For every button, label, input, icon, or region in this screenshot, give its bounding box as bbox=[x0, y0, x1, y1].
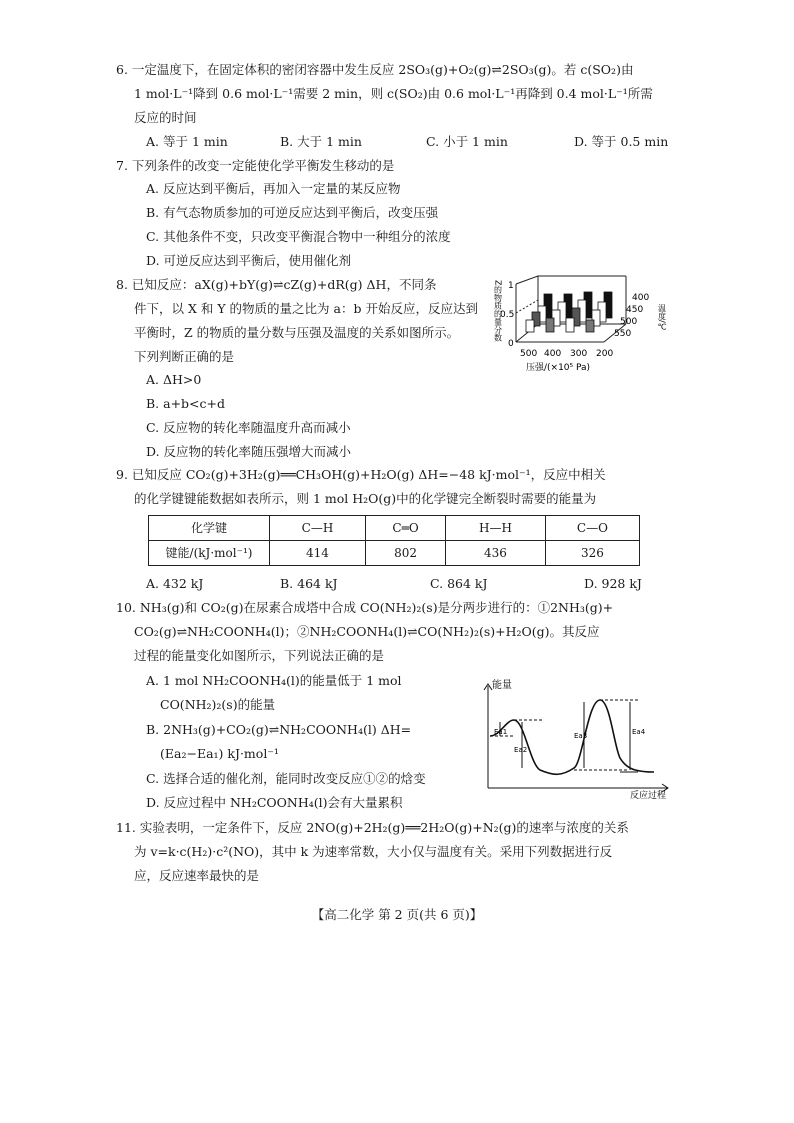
y-tick: 1 bbox=[508, 281, 514, 291]
table-header-cell: C—O bbox=[545, 516, 639, 541]
table-row-label: 键能/(kJ·mol⁻¹) bbox=[149, 541, 270, 566]
q7-option-b: B. 有气态物质参加的可逆反应达到平衡后，改变压强 bbox=[146, 205, 439, 220]
ea3-label: Ea3 bbox=[574, 732, 588, 740]
q8-stem-line1: 8. 已知反应：aX(g)+bY(g)⇌cZ(g)+dR(g) ΔH，不同条 bbox=[116, 277, 437, 292]
q7-option-d: D. 可逆反应达到平衡后，使用催化剂 bbox=[146, 253, 352, 268]
q10-option-d: D. 反应过程中 NH₂COONH₄(l)会有大量累积 bbox=[146, 795, 403, 810]
q9-stem-line2: 的化学键键能数据如表所示，则 1 mol H₂O(g)中的化学键完全断裂时需要的能量为 bbox=[134, 491, 597, 506]
q6-stem-line1: 6. 一定温度下，在固定体积的密闭容器中发生反应 2SO₃(g)+O₂(g)⇌2SO₃(g)。若 c(SO₂)由 bbox=[116, 62, 634, 77]
q10-option-b-line2: (Ea₂−Ea₁) kJ·mol⁻¹ bbox=[160, 746, 279, 761]
x-tick: 500 bbox=[520, 349, 538, 359]
q7-option-c: C. 其他条件不变，只改变平衡混合物中一种组分的浓度 bbox=[146, 229, 451, 244]
q11-stem-line1: 11. 实验表明，一定条件下，反应 2NO(g)+2H₂(g)══2H₂O(g)+N₂(g)的速率与浓度的关系 bbox=[116, 820, 629, 835]
q9-option-d: D. 928 kJ bbox=[584, 576, 642, 591]
q11-stem-line3: 应，反应速率最快的是 bbox=[134, 868, 260, 883]
ea4-label: Ea4 bbox=[632, 728, 646, 736]
table-cell: 436 bbox=[446, 541, 546, 566]
q10-option-a-line2: CO(NH₂)₂(s)的能量 bbox=[160, 697, 276, 712]
q10-stem-line2: CO₂(g)⇌NH₂COONH₄(l)；②NH₂COONH₄(l)⇌CO(NH₂)₂(s)+H₂O(g)。其反应 bbox=[134, 624, 600, 639]
x-tick: 200 bbox=[596, 349, 614, 359]
q9-option-b: B. 464 kJ bbox=[280, 576, 338, 591]
ea1-label: Ea1 bbox=[494, 728, 508, 736]
table-header-cell: C═O bbox=[365, 516, 445, 541]
q10-energy-diagram bbox=[478, 676, 678, 800]
y-tick: 0 bbox=[508, 339, 514, 349]
q7-stem: 7. 下列条件的改变一定能使化学平衡发生移动的是 bbox=[116, 158, 395, 173]
q6-stem-line3: 反应的时间 bbox=[134, 110, 197, 125]
depth-tick: 400 bbox=[632, 293, 650, 303]
q11-stem-line2: 为 v=k·c(H₂)·c²(NO)，其中 k 为速率常数，大小仅与温度有关。采用下列数据进行反 bbox=[134, 844, 613, 859]
q10-option-a-line1: A. 1 mol NH₂COONH₄(l)的能量低于 1 mol bbox=[146, 673, 402, 688]
q10-stem-line1: 10. NH₃(g)和 CO₂(g)在尿素合成塔中合成 CO(NH₂)₂(s)是分两步进行的：①2NH₃(g)+ bbox=[116, 600, 614, 615]
depth-tick: 500 bbox=[620, 317, 638, 327]
q6-option-d: D. 等于 0.5 min bbox=[574, 134, 669, 149]
q8-option-c: C. 反应物的转化率随温度升高而减小 bbox=[146, 420, 351, 435]
q8-3d-bar-figure bbox=[486, 272, 676, 374]
q8-stem-line4: 下列判断正确的是 bbox=[134, 349, 235, 364]
q7-option-a: A. 反应达到平衡后，再加入一定量的某反应物 bbox=[146, 181, 401, 196]
table-cell: 326 bbox=[545, 541, 639, 566]
page-footer: 【高二化学 第 2 页(共 6 页)】 bbox=[311, 907, 483, 922]
q10-option-c: C. 选择合适的催化剂，能同时改变反应①②的焓变 bbox=[146, 771, 426, 786]
q8-stem-line3: 平衡时，Z 的物质的量分数与压强及温度的关系如图所示。 bbox=[134, 325, 460, 340]
q6-option-a: A. 等于 1 min bbox=[146, 134, 228, 149]
ea2-label: Ea2 bbox=[514, 746, 528, 754]
q10-option-b-line1: B. 2NH₃(g)+CO₂(g)⇌NH₂COONH₄(l) ΔH= bbox=[146, 722, 412, 737]
q9-option-a: A. 432 kJ bbox=[146, 576, 204, 591]
q6-option-b: B. 大于 1 min bbox=[280, 134, 362, 149]
q10-stem-line3: 过程的能量变化如图所示，下列说法正确的是 bbox=[134, 648, 385, 663]
depth-axis-label: 温度/℃ bbox=[657, 304, 667, 332]
q6-stem-line2: 1 mol·L⁻¹降到 0.6 mol·L⁻¹需要 2 min，则 c(SO₂)由 0.6 mol·L⁻¹再降到 0.4 mol·L⁻¹所需 bbox=[134, 86, 653, 101]
y-tick: 0.5 bbox=[500, 310, 515, 320]
z-axis-label: Z的物质的量分数 bbox=[493, 280, 503, 342]
x-tick: 300 bbox=[570, 349, 588, 359]
table-header-cell: 化学键 bbox=[149, 516, 270, 541]
y-axis-label: 能量 bbox=[492, 680, 512, 691]
bond-energy-table bbox=[148, 515, 640, 566]
table-cell: 414 bbox=[270, 541, 366, 566]
x-axis-label: 压强/(×10⁵ Pa) bbox=[526, 363, 591, 373]
table-header-cell: H—H bbox=[446, 516, 546, 541]
table-cell: 802 bbox=[365, 541, 445, 566]
depth-tick: 450 bbox=[626, 305, 644, 315]
q9-stem-line1: 9. 已知反应 CO₂(g)+3H₂(g)══CH₃OH(g)+H₂O(g) ΔH=−48 kJ·mol⁻¹，反应中相关 bbox=[116, 467, 606, 482]
q8-option-b: B. a+b<c+d bbox=[146, 396, 226, 411]
depth-tick: 550 bbox=[614, 329, 632, 339]
q6-option-c: C. 小于 1 min bbox=[426, 134, 508, 149]
q8-option-d: D. 反应物的转化率随压强增大而减小 bbox=[146, 444, 352, 459]
x-tick: 400 bbox=[544, 349, 562, 359]
q9-option-c: C. 864 kJ bbox=[430, 576, 488, 591]
table-header-cell: C—H bbox=[270, 516, 366, 541]
x-axis-label: 反应过程 bbox=[630, 791, 667, 800]
q8-option-a: A. ΔH>0 bbox=[146, 372, 202, 387]
q8-stem-line2: 件下，以 X 和 Y 的物质的量之比为 a：b 开始反应，反应达到 bbox=[134, 301, 478, 316]
